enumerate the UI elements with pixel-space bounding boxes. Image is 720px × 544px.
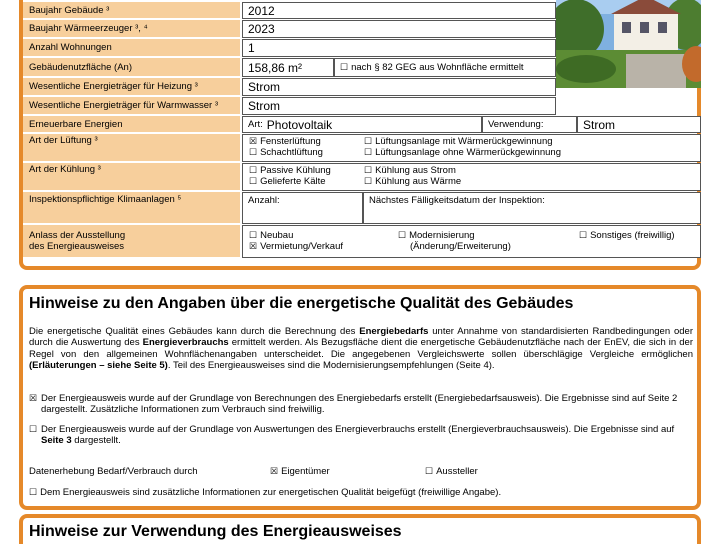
cooling-option-delivered[interactable]: ☐ Gelieferte Kälte xyxy=(249,176,326,187)
label-heating-carrier: Wesentliche Energieträger für Heizung ³ xyxy=(23,78,240,96)
occasion-option-modernisation[interactable]: ☐ Modernisierung xyxy=(398,230,475,241)
renewable-use-label: Verwendung: xyxy=(488,119,544,130)
data-collection-issuer[interactable]: ☐ Aussteller xyxy=(425,466,478,477)
area-option xyxy=(334,58,556,77)
cooling-option-heat[interactable]: ☐ Kühlung aus Wärme xyxy=(364,176,462,187)
hints-option-demand[interactable]: ☒ Der Energieausweis wurde auf der Grundlage von Berechnungen des Energiebedarfs erstellt (Energiebedarfsausweis). Die Ergebnisse sind auf Seite 2 dargestellt. Zusätzliche Informationen zum Verbrauch sind freiwillig. xyxy=(29,393,678,416)
label-inspection: Inspektionspflichtige Klimaanlagen ⁵ xyxy=(23,192,240,224)
value-year-building: 2012 xyxy=(242,2,556,19)
value-area: 158,86 m² xyxy=(242,58,334,77)
label-water-carrier: Wesentliche Energieträger für Warmwasser ³ xyxy=(23,97,240,115)
ventilation-option-recovery[interactable]: ☐ Lüftungsanlage mit Wärmerückgewinnung xyxy=(364,136,553,147)
hints-option-consumption-checkbox[interactable]: ☐ xyxy=(29,424,38,434)
inspection-date: Nächstes Fälligkeitsdatum der Inspektion: xyxy=(363,192,701,224)
house-photo-image xyxy=(556,0,701,88)
value-year-heater: 2023 xyxy=(242,20,556,38)
renewable-art xyxy=(242,116,482,133)
occasion-option-rent-sale[interactable]: ☒ Vermietung/Verkauf xyxy=(249,241,343,252)
ventilation-option-no-recovery[interactable]: ☐ Lüftungsanlage ohne Wärmerückgewinnung xyxy=(364,147,561,158)
data-collection-label: Datenerhebung Bedarf/Verbrauch durch xyxy=(29,466,198,477)
inspection-count: Anzahl: xyxy=(242,192,363,224)
label-year-heater: Baujahr Wärmeerzeuger ³, ⁴ xyxy=(23,20,240,38)
label-occasion: Anlass der Ausstellung des Energieausweises xyxy=(23,225,240,258)
hints-paragraph: Die energetische Qualität eines Gebäudes kann durch die Berechnung des Energiebedarfs unter Annahme von standardisierten Randbedingungen oder durch die Auswertung des Energieverbrauchs ermittelt werden. Als Bezugsfläche dient die energetische Gebäudenutzfläche nach der EnEV, die sich in der Regel von den allgemeinen Wohnflächenangaben unterscheidet. Die angegebenen Vergleichswerte sollen überschlägige Vergleiche ermöglichen (Erläuterungen – siehe Seite 5). Teil des Energieausweises sind die Modernisierungsempfehlungen (Seite 4). xyxy=(29,326,693,372)
value-apartments: 1 xyxy=(242,39,556,57)
renewable-use-value: Strom xyxy=(577,116,701,133)
label-year-building: Baujahr Gebäude ³ xyxy=(23,2,240,19)
data-collection-owner[interactable]: ☒ Eigentümer xyxy=(270,466,330,477)
label-cooling: Art der Kühlung ³ xyxy=(23,163,240,191)
occasion-option-other[interactable]: ☐ Sonstiges (freiwillig) xyxy=(579,230,675,241)
label-area: Gebäudenutzfläche (An) xyxy=(23,58,240,77)
cooling-option-passive[interactable]: ☐ Passive Kühlung xyxy=(249,165,331,176)
hints-section xyxy=(19,285,701,510)
area-option-checkbox[interactable]: ☐ xyxy=(340,62,349,72)
usage-title: Hinweise zur Verwendung des Energieausweises xyxy=(29,523,402,540)
occasion-option-modernisation-note: (Änderung/Erweiterung) xyxy=(410,241,511,252)
extra-info-option[interactable]: ☐ Dem Energieausweis sind zusätzliche Informationen zur energetischen Qualität beigefügt (freiwillige Angabe). xyxy=(29,487,502,498)
cooling-option-electric[interactable]: ☐ Kühlung aus Strom xyxy=(364,165,456,176)
occasion-option-new[interactable]: ☐ Neubau xyxy=(249,230,294,241)
renewable-use xyxy=(482,116,577,133)
ventilation-option-shaft[interactable]: ☐ Schachtlüftung xyxy=(249,147,323,158)
hints-title: Hinweise zu den Angaben über die energetische Qualität des Gebäudes xyxy=(29,295,574,312)
renewable-art-value: Photovoltaik xyxy=(266,117,333,132)
area-option-text: nach § 82 GEG aus Wohnfläche ermittelt xyxy=(351,62,524,73)
hints-option-consumption[interactable]: ☐ Der Energieausweis wurde auf der Grundlage von Auswertungen des Energieverbrauchs erstellt (Energieverbrauchsausweis). Die Ergebnisse sind auf Seite 3 dargestellt. xyxy=(29,424,675,447)
ventilation-option-window[interactable]: ☒ Fensterlüftung xyxy=(249,136,321,147)
value-heating-carrier: Strom xyxy=(242,78,556,96)
usage-section xyxy=(19,514,701,544)
label-apartments: Anzahl Wohnungen xyxy=(23,39,240,57)
house-photo xyxy=(556,0,701,88)
building-data-section xyxy=(19,0,701,270)
value-water-carrier: Strom xyxy=(242,97,556,115)
label-ventilation: Art der Lüftung ³ xyxy=(23,134,240,162)
hints-option-demand-checkbox[interactable]: ☒ xyxy=(29,393,38,403)
renewable-art-label: Art: xyxy=(248,119,263,130)
label-renewable: Erneuerbare Energien xyxy=(23,116,240,133)
